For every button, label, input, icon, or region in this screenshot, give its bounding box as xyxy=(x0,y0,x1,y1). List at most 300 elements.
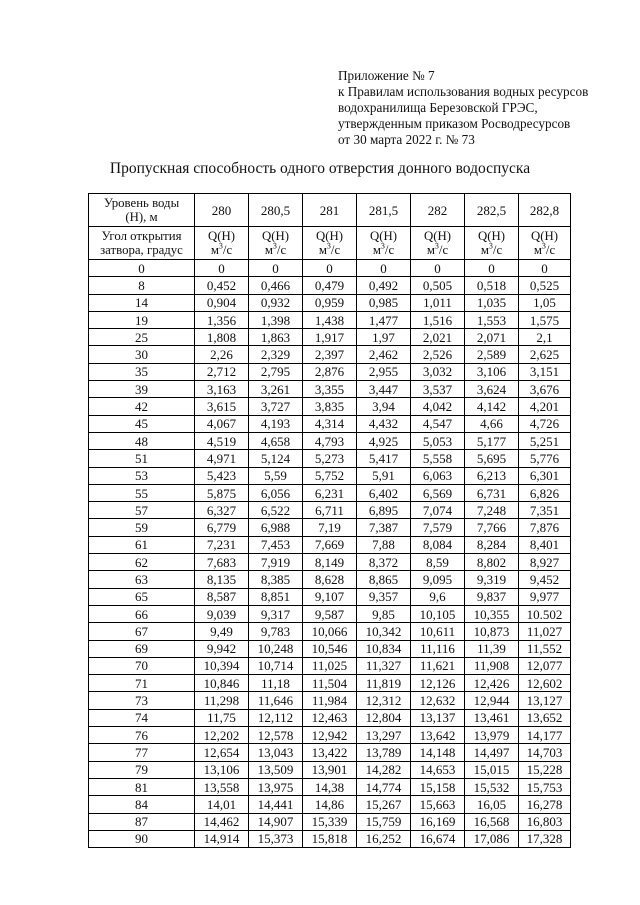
flow-value-cell: 2,955 xyxy=(357,363,411,380)
flow-value-cell: 4,067 xyxy=(195,415,249,432)
flow-value-cell: 3,94 xyxy=(357,398,411,415)
flow-value-cell: 9,587 xyxy=(303,605,357,622)
table-row xyxy=(89,277,571,294)
flow-value-cell: 15,015 xyxy=(465,761,519,778)
table-row xyxy=(89,727,571,744)
unit-exponent: 3 xyxy=(380,241,385,251)
flow-value-cell: 15,663 xyxy=(411,796,465,813)
flow-value-cell: 1,011 xyxy=(411,294,465,311)
unit-per-second: /с xyxy=(222,243,233,257)
unit-m-label: м xyxy=(264,243,273,257)
level-header-cell: 280,5 xyxy=(249,194,303,227)
flow-value-cell: 11,298 xyxy=(195,692,249,709)
flow-value-cell: 8,135 xyxy=(195,571,249,588)
flow-value-cell: 8,284 xyxy=(465,536,519,553)
angle-cell: 87 xyxy=(89,813,195,830)
flow-value-cell: 1,917 xyxy=(303,329,357,346)
unit-exponent: 3 xyxy=(326,241,331,251)
level-header-cell: 282 xyxy=(411,194,465,227)
table-row xyxy=(89,761,571,778)
flow-value-cell: 0 xyxy=(411,260,465,277)
table-row xyxy=(89,294,571,311)
flow-value-cell: 4,793 xyxy=(303,432,357,449)
unit-header-cell xyxy=(465,227,519,260)
flow-value-cell: 6,213 xyxy=(465,467,519,484)
flow-value-cell: 1,356 xyxy=(195,311,249,328)
flow-value-cell: 0,479 xyxy=(303,277,357,294)
flow-value-cell: 17,328 xyxy=(519,830,571,847)
header-line: утвержденным приказом Росводресурсов xyxy=(338,116,571,131)
flow-value-cell: 2,625 xyxy=(519,346,571,363)
flow-value-cell: 8,401 xyxy=(519,536,571,553)
header-line: от 30 марта 2022 г. № 73 xyxy=(338,132,475,147)
flow-value-cell: 5,752 xyxy=(303,467,357,484)
angle-cell: 73 xyxy=(89,692,195,709)
table-row xyxy=(89,260,571,277)
flow-value-cell: 13,127 xyxy=(519,692,571,709)
flow-value-cell: 9,317 xyxy=(249,605,303,622)
flow-value-cell: 12,578 xyxy=(249,727,303,744)
table-row xyxy=(89,588,571,605)
flow-value-cell: 0,904 xyxy=(195,294,249,311)
flow-value-cell: 12,202 xyxy=(195,727,249,744)
flow-value-cell: 10,834 xyxy=(357,640,411,657)
flow-value-cell: 3,355 xyxy=(303,381,357,398)
table-row xyxy=(89,605,571,622)
capacity-table xyxy=(88,193,571,848)
appendix-header xyxy=(338,68,628,148)
flow-value-cell: 15,759 xyxy=(357,813,411,830)
unit-m-label: м xyxy=(533,243,542,257)
flow-value-cell: 7,19 xyxy=(303,519,357,536)
flow-value-cell: 7,453 xyxy=(249,536,303,553)
flow-value-cell: 3,624 xyxy=(465,381,519,398)
unit-q-label: Q(H) xyxy=(423,229,451,243)
flow-value-cell: 14,282 xyxy=(357,761,411,778)
unit-exponent: 3 xyxy=(434,241,439,251)
flow-value-cell: 8,802 xyxy=(465,554,519,571)
flow-value-cell: 3,151 xyxy=(519,363,571,380)
flow-value-cell: 7,387 xyxy=(357,519,411,536)
flow-value-cell: 15,158 xyxy=(411,778,465,795)
flow-value-cell: 4,193 xyxy=(249,415,303,432)
table-row xyxy=(89,554,571,571)
unit-per-second: /с xyxy=(330,243,341,257)
flow-value-cell: 13,137 xyxy=(411,709,465,726)
angle-cell: 14 xyxy=(89,294,195,311)
flow-value-cell: 7,351 xyxy=(519,502,571,519)
flow-value-cell: 0 xyxy=(303,260,357,277)
flow-value-cell: 10.502 xyxy=(519,605,571,622)
angle-cell: 90 xyxy=(89,830,195,847)
flow-value-cell: 9,942 xyxy=(195,640,249,657)
flow-value-cell: 15,228 xyxy=(519,761,571,778)
unit-q-label: Q(H) xyxy=(530,229,558,243)
flow-value-cell: 2,329 xyxy=(249,346,303,363)
flow-value-cell: 2,876 xyxy=(303,363,357,380)
flow-value-cell: 10,611 xyxy=(411,623,465,640)
flow-value-cell: 9,783 xyxy=(249,623,303,640)
flow-value-cell: 9,837 xyxy=(465,588,519,605)
flow-value-cell: 9,6 xyxy=(411,588,465,605)
flow-value-cell: 12,126 xyxy=(411,675,465,692)
flow-value-cell: 17,086 xyxy=(465,830,519,847)
table-row xyxy=(89,329,571,346)
flow-value-cell: 14,86 xyxy=(303,796,357,813)
flow-value-cell: 8,865 xyxy=(357,571,411,588)
flow-value-cell: 1,438 xyxy=(303,311,357,328)
flow-value-cell: 6,826 xyxy=(519,484,571,501)
angle-cell: 42 xyxy=(89,398,195,415)
flow-value-cell: 6,895 xyxy=(357,502,411,519)
flow-value-cell: 7,876 xyxy=(519,519,571,536)
level-label-line-2: (H), м xyxy=(125,210,158,224)
angle-cell: 39 xyxy=(89,381,195,398)
unit-header-row xyxy=(89,227,571,260)
flow-value-cell: 11,552 xyxy=(519,640,571,657)
flow-value-cell: 2,462 xyxy=(357,346,411,363)
flow-value-cell: 8,372 xyxy=(357,554,411,571)
flow-value-cell: 9,977 xyxy=(519,588,571,605)
level-header-cell: 280 xyxy=(195,194,249,227)
angle-cell: 59 xyxy=(89,519,195,536)
flow-value-cell: 12,463 xyxy=(303,709,357,726)
angle-cell: 51 xyxy=(89,450,195,467)
unit-per-second: /с xyxy=(545,243,556,257)
flow-value-cell: 11,75 xyxy=(195,709,249,726)
flow-value-cell: 0,932 xyxy=(249,294,303,311)
document-title: Пропускная способность одного отверстия донного водоспуска xyxy=(109,160,531,177)
flow-value-cell: 2,26 xyxy=(195,346,249,363)
flow-value-cell: 6,711 xyxy=(303,502,357,519)
unit-q-label: Q(H) xyxy=(261,229,289,243)
table-row xyxy=(89,571,571,588)
unit-header-cell xyxy=(303,227,357,260)
table-row xyxy=(89,709,571,726)
flow-value-cell: 0,959 xyxy=(303,294,357,311)
unit-per-second: /с xyxy=(438,243,449,257)
level-header-cell: 282,8 xyxy=(519,194,571,227)
flow-value-cell: 11,327 xyxy=(357,657,411,674)
flow-value-cell: 6,301 xyxy=(519,467,571,484)
flow-value-cell: 5,273 xyxy=(303,450,357,467)
flow-value-cell: 11,621 xyxy=(411,657,465,674)
table-row xyxy=(89,346,571,363)
flow-value-cell: 16,278 xyxy=(519,796,571,813)
unit-exponent: 3 xyxy=(488,241,493,251)
flow-value-cell: 9,85 xyxy=(357,605,411,622)
flow-value-cell: 7,919 xyxy=(249,554,303,571)
flow-value-cell: 0,466 xyxy=(249,277,303,294)
flow-value-cell: 10,873 xyxy=(465,623,519,640)
table-row xyxy=(89,502,571,519)
flow-value-cell: 8,149 xyxy=(303,554,357,571)
angle-cell: 71 xyxy=(89,675,195,692)
angle-cell: 0 xyxy=(89,260,195,277)
flow-value-cell: 14,774 xyxy=(357,778,411,795)
table-row xyxy=(89,363,571,380)
flow-value-cell: 14,703 xyxy=(519,744,571,761)
angle-label-line-2: затвора, градус xyxy=(100,243,183,257)
flow-value-cell: 5,251 xyxy=(519,432,571,449)
flow-value-cell: 9,095 xyxy=(411,571,465,588)
flow-value-cell: 2,712 xyxy=(195,363,249,380)
angle-cell: 30 xyxy=(89,346,195,363)
table-row xyxy=(89,536,571,553)
flow-value-cell: 15,339 xyxy=(303,813,357,830)
table-row xyxy=(89,830,571,847)
flow-value-cell: 11,646 xyxy=(249,692,303,709)
flow-value-cell: 4,66 xyxy=(465,415,519,432)
angle-cell: 69 xyxy=(89,640,195,657)
flow-value-cell: 8,927 xyxy=(519,554,571,571)
flow-value-cell: 9,452 xyxy=(519,571,571,588)
flow-value-cell: 2,526 xyxy=(411,346,465,363)
flow-value-cell: 15,818 xyxy=(303,830,357,847)
angle-cell: 76 xyxy=(89,727,195,744)
table-row xyxy=(89,519,571,536)
flow-value-cell: 10,394 xyxy=(195,657,249,674)
flow-value-cell: 4,726 xyxy=(519,415,571,432)
flow-value-cell: 10,546 xyxy=(303,640,357,657)
angle-cell: 8 xyxy=(89,277,195,294)
flow-value-cell: 10,342 xyxy=(357,623,411,640)
flow-value-cell: 11,116 xyxy=(411,640,465,657)
table-row xyxy=(89,467,571,484)
angle-cell: 25 xyxy=(89,329,195,346)
flow-value-cell: 3,106 xyxy=(465,363,519,380)
flow-value-cell: 10,714 xyxy=(249,657,303,674)
flow-value-cell: 7,683 xyxy=(195,554,249,571)
flow-value-cell: 6,522 xyxy=(249,502,303,519)
flow-value-cell: 7,579 xyxy=(411,519,465,536)
flow-value-cell: 4,519 xyxy=(195,432,249,449)
angle-cell: 65 xyxy=(89,588,195,605)
table-row xyxy=(89,813,571,830)
flow-value-cell: 3,261 xyxy=(249,381,303,398)
flow-value-cell: 16,568 xyxy=(465,813,519,830)
flow-value-cell: 3,537 xyxy=(411,381,465,398)
table-body xyxy=(89,194,571,848)
flow-value-cell: 13,642 xyxy=(411,727,465,744)
flow-value-cell: 12,804 xyxy=(357,709,411,726)
flow-value-cell: 12,602 xyxy=(519,675,571,692)
flow-value-cell: 1,863 xyxy=(249,329,303,346)
angle-cell: 70 xyxy=(89,657,195,674)
unit-header-cell xyxy=(249,227,303,260)
angle-cell: 55 xyxy=(89,484,195,501)
flow-value-cell: 0,985 xyxy=(357,294,411,311)
flow-value-cell: 13,297 xyxy=(357,727,411,744)
flow-value-cell: 3,835 xyxy=(303,398,357,415)
flow-value-cell: 5,91 xyxy=(357,467,411,484)
table-row xyxy=(89,657,571,674)
flow-value-cell: 10,846 xyxy=(195,675,249,692)
flow-value-cell: 13,975 xyxy=(249,778,303,795)
flow-value-cell: 12,112 xyxy=(249,709,303,726)
flow-value-cell: 4,971 xyxy=(195,450,249,467)
table-row xyxy=(89,398,571,415)
level-header-cell: 281 xyxy=(303,194,357,227)
header-line: к Правилам использования водных ресурсов xyxy=(338,84,589,99)
unit-m-label: м xyxy=(318,243,327,257)
table-row xyxy=(89,675,571,692)
angle-cell: 48 xyxy=(89,432,195,449)
flow-value-cell: 14,907 xyxy=(249,813,303,830)
flow-value-cell: 14,177 xyxy=(519,727,571,744)
flow-value-cell: 0 xyxy=(519,260,571,277)
flow-value-cell: 13,901 xyxy=(303,761,357,778)
flow-value-cell: 8,084 xyxy=(411,536,465,553)
flow-value-cell: 0 xyxy=(357,260,411,277)
table-row xyxy=(89,623,571,640)
angle-cell: 84 xyxy=(89,796,195,813)
angle-cell: 74 xyxy=(89,709,195,726)
unit-q-label: Q(H) xyxy=(369,229,397,243)
flow-value-cell: 6,779 xyxy=(195,519,249,536)
flow-value-cell: 4,432 xyxy=(357,415,411,432)
angle-cell: 81 xyxy=(89,778,195,795)
flow-value-cell: 13,509 xyxy=(249,761,303,778)
flow-value-cell: 9,49 xyxy=(195,623,249,640)
table-row xyxy=(89,432,571,449)
flow-value-cell: 1,05 xyxy=(519,294,571,311)
flow-value-cell: 12,632 xyxy=(411,692,465,709)
angle-cell: 79 xyxy=(89,761,195,778)
flow-value-cell: 16,169 xyxy=(411,813,465,830)
unit-per-second: /с xyxy=(492,243,503,257)
flow-value-cell: 2,1 xyxy=(519,329,571,346)
flow-value-cell: 15,753 xyxy=(519,778,571,795)
flow-value-cell: 1,398 xyxy=(249,311,303,328)
flow-value-cell: 11,908 xyxy=(465,657,519,674)
flow-value-cell: 9,039 xyxy=(195,605,249,622)
flow-value-cell: 11,819 xyxy=(357,675,411,692)
flow-value-cell: 2,589 xyxy=(465,346,519,363)
flow-value-cell: 16,05 xyxy=(465,796,519,813)
flow-value-cell: 0 xyxy=(465,260,519,277)
flow-value-cell: 8,385 xyxy=(249,571,303,588)
flow-value-cell: 3,447 xyxy=(357,381,411,398)
flow-value-cell: 14,441 xyxy=(249,796,303,813)
flow-value-cell: 3,163 xyxy=(195,381,249,398)
flow-value-cell: 9,319 xyxy=(465,571,519,588)
unit-m-label: м xyxy=(426,243,435,257)
flow-value-cell: 8,628 xyxy=(303,571,357,588)
flow-value-cell: 7,074 xyxy=(411,502,465,519)
flow-value-cell: 6,327 xyxy=(195,502,249,519)
flow-value-cell: 14,653 xyxy=(411,761,465,778)
flow-value-cell: 11,18 xyxy=(249,675,303,692)
flow-value-cell: 13,789 xyxy=(357,744,411,761)
flow-value-cell: 10,248 xyxy=(249,640,303,657)
unit-q-label: Q(H) xyxy=(207,229,235,243)
flow-value-cell: 6,056 xyxy=(249,484,303,501)
flow-value-cell: 6,988 xyxy=(249,519,303,536)
flow-value-cell: 7,669 xyxy=(303,536,357,553)
flow-value-cell: 14,462 xyxy=(195,813,249,830)
flow-value-cell: 10,105 xyxy=(411,605,465,622)
flow-value-cell: 9,107 xyxy=(303,588,357,605)
flow-value-cell: 11,984 xyxy=(303,692,357,709)
angle-cell: 67 xyxy=(89,623,195,640)
unit-exponent: 3 xyxy=(272,241,277,251)
unit-q-label: Q(H) xyxy=(315,229,343,243)
flow-value-cell: 6,402 xyxy=(357,484,411,501)
unit-exponent: 3 xyxy=(541,241,546,251)
table-row xyxy=(89,415,571,432)
flow-value-cell: 6,231 xyxy=(303,484,357,501)
flow-value-cell: 8,587 xyxy=(195,588,249,605)
flow-value-cell: 15,373 xyxy=(249,830,303,847)
level-header-cell: 281,5 xyxy=(357,194,411,227)
flow-value-cell: 12,426 xyxy=(465,675,519,692)
flow-value-cell: 2,021 xyxy=(411,329,465,346)
flow-value-cell: 7,248 xyxy=(465,502,519,519)
flow-value-cell: 4,547 xyxy=(411,415,465,432)
flow-value-cell: 12,944 xyxy=(465,692,519,709)
unit-header-cell xyxy=(357,227,411,260)
flow-value-cell: 0,505 xyxy=(411,277,465,294)
flow-value-cell: 0 xyxy=(249,260,303,277)
flow-value-cell: 5,776 xyxy=(519,450,571,467)
flow-value-cell: 5,423 xyxy=(195,467,249,484)
flow-value-cell: 13,043 xyxy=(249,744,303,761)
unit-m-label: м xyxy=(372,243,381,257)
level-label-cell xyxy=(89,194,195,227)
flow-value-cell: 14,01 xyxy=(195,796,249,813)
flow-value-cell: 13,422 xyxy=(303,744,357,761)
flow-value-cell: 0 xyxy=(195,260,249,277)
angle-cell: 61 xyxy=(89,536,195,553)
flow-value-cell: 12,942 xyxy=(303,727,357,744)
flow-value-cell: 4,925 xyxy=(357,432,411,449)
flow-value-cell: 14,914 xyxy=(195,830,249,847)
flow-value-cell: 12,654 xyxy=(195,744,249,761)
flow-value-cell: 5,558 xyxy=(411,450,465,467)
flow-value-cell: 3,615 xyxy=(195,398,249,415)
flow-value-cell: 15,267 xyxy=(357,796,411,813)
flow-value-cell: 0,525 xyxy=(519,277,571,294)
flow-value-cell: 13,106 xyxy=(195,761,249,778)
angle-cell: 45 xyxy=(89,415,195,432)
flow-value-cell: 5,59 xyxy=(249,467,303,484)
unit-per-second: /с xyxy=(276,243,287,257)
unit-m-label: м xyxy=(210,243,219,257)
flow-value-cell: 8,851 xyxy=(249,588,303,605)
flow-value-cell: 11,39 xyxy=(465,640,519,657)
table-row xyxy=(89,381,571,398)
table-row xyxy=(89,484,571,501)
flow-value-cell: 12,077 xyxy=(519,657,571,674)
angle-cell: 77 xyxy=(89,744,195,761)
angle-label-line-1: Угол открытия xyxy=(101,229,182,243)
flow-value-cell: 6,569 xyxy=(411,484,465,501)
table-row xyxy=(89,640,571,657)
table-row xyxy=(89,311,571,328)
flow-value-cell: 5,053 xyxy=(411,432,465,449)
flow-value-cell: 14,38 xyxy=(303,778,357,795)
flow-value-cell: 7,766 xyxy=(465,519,519,536)
flow-value-cell: 1,97 xyxy=(357,329,411,346)
angle-cell: 62 xyxy=(89,554,195,571)
flow-value-cell: 5,177 xyxy=(465,432,519,449)
unit-header-cell xyxy=(195,227,249,260)
flow-value-cell: 1,553 xyxy=(465,311,519,328)
flow-value-cell: 16,803 xyxy=(519,813,571,830)
flow-value-cell: 5,124 xyxy=(249,450,303,467)
unit-per-second: /с xyxy=(384,243,395,257)
